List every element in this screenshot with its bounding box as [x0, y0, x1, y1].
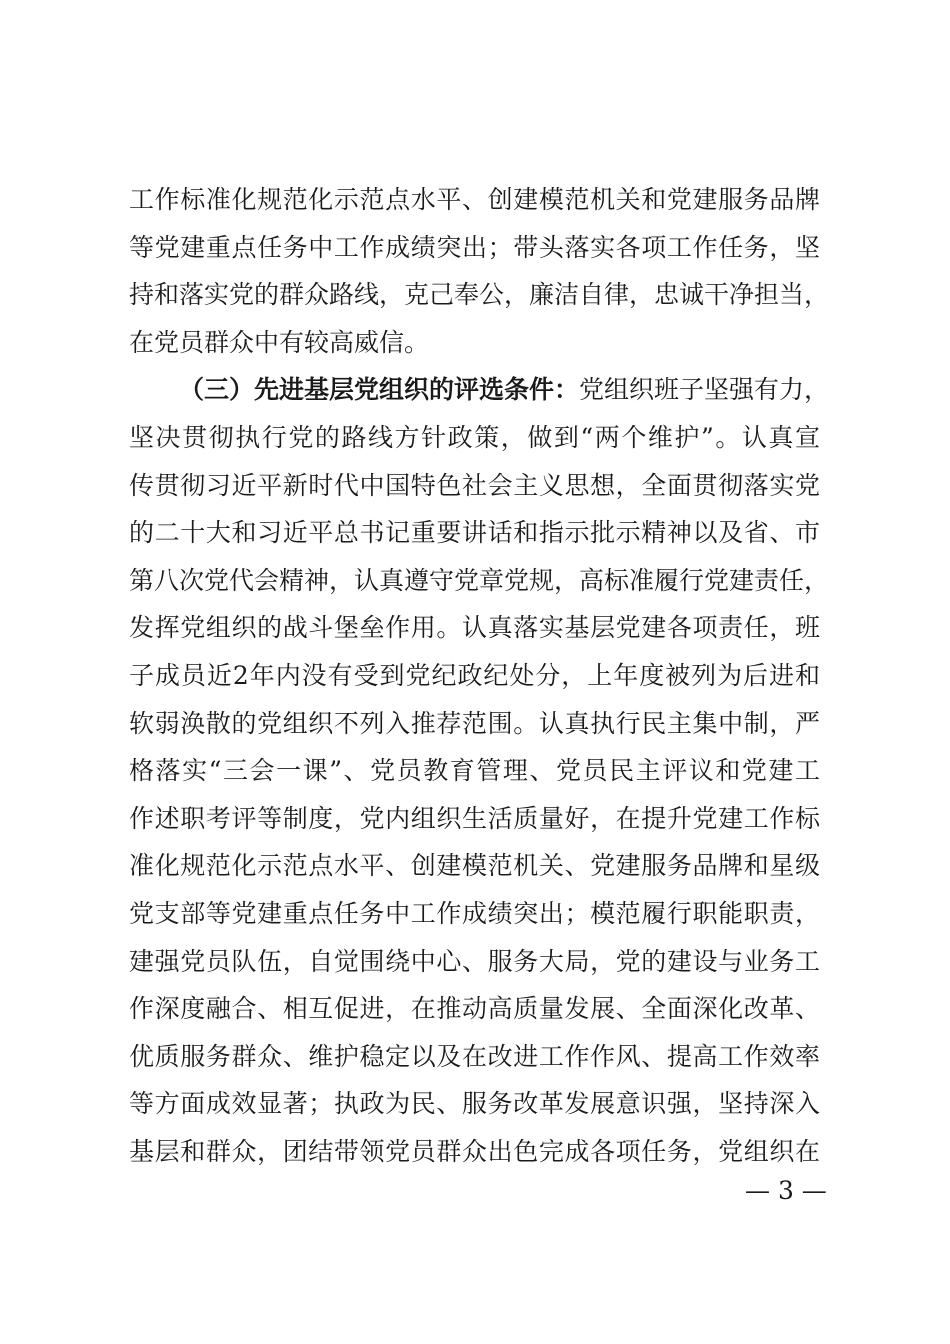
- text-line: 坚决贯彻执行党的路线方针政策，做到“两个维护”。认真宣: [129, 422, 820, 452]
- text-line: 的二十大和习近平总书记重要讲话和指示批示精神以及省、市: [129, 518, 820, 548]
- text-line: 优质服务群众、维护稳定以及在改进工作作风、提高工作效率: [129, 1041, 820, 1071]
- text-line: 持和落实党的群众路线，克己奉公，廉洁自律，忠诚干净担当，: [129, 280, 830, 310]
- text-line: 工作标准化规范化示范点水平、创建模范机关和党建服务品牌: [129, 185, 820, 214]
- text-line: 子成员近2年内没有受到党纪政纪处分，上年度被列为后进和: [129, 660, 820, 690]
- text-line: 作述职考评等制度，党内组织生活质量好，在提升党建工作标: [129, 803, 820, 833]
- text-line: 党支部等党建重点任务中工作成绩突出；模范履行职能职责，: [129, 898, 820, 928]
- text-line: 第八次党代会精神，认真遵守党章党规，高标准履行党建责任，: [129, 565, 830, 595]
- text-line: 在党员群众中有较高威信。: [129, 327, 430, 357]
- text-line: 作深度融合、相互促进，在推动高质量发展、全面深化改革、: [129, 994, 820, 1024]
- text-line: 准化规范化示范点水平、创建模范机关、党建服务品牌和星级: [129, 851, 820, 881]
- page-number: — 3 —: [745, 1176, 827, 1205]
- text-line: 等方面成效显著；执政为民、服务改革发展意识强，坚持深入: [129, 1089, 820, 1119]
- section-heading-line: [129, 366, 830, 414]
- text-line: 格落实“三会一课”、党员教育管理、党员民主评议和党建工: [129, 756, 820, 786]
- text-line: 传贯彻习近平新时代中国特色社会主义思想，全面贯彻落实党: [129, 470, 820, 500]
- text-line: 基层和群众，团结带领党员群众出色完成各项任务，党组织在: [129, 1136, 820, 1166]
- body-text: [129, 176, 830, 1175]
- section-heading: （三）先进基层党组织的评选条件：: [179, 375, 580, 405]
- text-line: 建强党员队伍，自觉围绕中心、服务大局，党的建设与业务工: [129, 946, 820, 976]
- text-line: 软弱涣散的党组织不列入推荐范围。认真执行民主集中制，严: [129, 708, 820, 738]
- heading-line-text: 党组织班子坚强有力，: [579, 375, 830, 405]
- text-line: 等党建重点任务中工作成绩突出；带头落实各项工作任务，坚: [129, 232, 820, 262]
- text-line: 发挥党组织的战斗堡垒作用。认真落实基层党建各项责任，班: [129, 613, 820, 643]
